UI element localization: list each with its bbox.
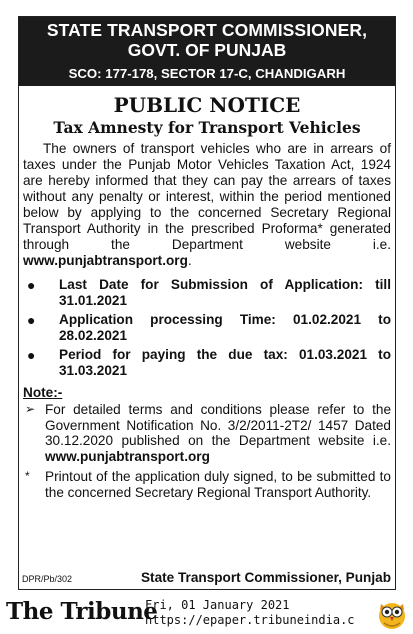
notice-footer — [19, 567, 395, 585]
notice-title: PUBLIC NOTICE — [113, 93, 301, 117]
notice-header — [19, 17, 395, 86]
edition-date: Fri, 01 January 2021 — [145, 598, 290, 612]
header-address: SCO: 177-178, SECTOR 17-C, CHANDIGARH — [68, 66, 346, 81]
notice-subtitle: Tax Amnesty for Transport Vehicles — [53, 118, 361, 137]
header-line-2: GOVT. OF PUNJAB — [127, 40, 287, 60]
body-end: . — [187, 253, 192, 268]
notes-list — [19, 402, 395, 500]
header-line-1: STATE TRANSPORT COMMISSIONER, — [46, 20, 368, 40]
body-text: The owners of transport vehicles who are in arrears of taxes under the Punjab Motor Vehicles Taxation Act, 1924 are hereby informed that they can pay the arrears of taxes without any penalty or interest, within the period mentioned below by applying to the concerned Secretary Regional Transport Authority in the prescribed Proforma* generated through the Department website i.e. — [23, 141, 391, 252]
bullet-icon: ● — [27, 347, 36, 363]
tribune-logo: The Tribune — [6, 598, 158, 625]
epaper-bar — [0, 592, 413, 634]
signature: State Transport Commissioner, Punjab — [140, 570, 391, 585]
note-2-text: Printout of the application duly signed, to be submitted to the concerned Secretary Regional Transport Authority. — [45, 469, 391, 500]
note-1-text: For detailed terms and conditions please refer to the Government Notification No. 3/2/2011-2T2/ 1457 Dated 30.12.2020 published on the Department website i.e. — [45, 402, 391, 448]
notice-body — [19, 137, 395, 269]
dates-list — [19, 277, 395, 379]
list-item — [25, 312, 391, 344]
list-item — [25, 277, 391, 309]
list-item — [23, 402, 391, 464]
body-website-link[interactable]: www.punjabtransport.org — [23, 253, 188, 268]
note-website-link[interactable]: www.punjabtransport.org — [45, 448, 210, 464]
asterisk-marker: * — [25, 469, 30, 483]
bullet-text: Application processing Time: 01.02.2021 to 28.02.2021 — [59, 312, 391, 343]
bullet-text: Period for paying the due tax: 01.03.2021 to 31.03.2021 — [59, 347, 391, 378]
bullet-icon: ● — [27, 277, 36, 293]
bullet-text: Last Date for Submission of Application: till 31.01.2021 — [59, 277, 391, 308]
epaper-url[interactable]: https://epaper.tribuneindia.c — [145, 613, 355, 627]
note-title: Note:- — [23, 385, 63, 400]
owl-icon — [376, 596, 408, 630]
list-item — [25, 347, 391, 379]
dpr-code: DPR/Pb/302 — [22, 574, 73, 584]
list-item — [23, 469, 391, 500]
bullet-icon: ● — [27, 312, 36, 328]
note-text — [45, 402, 391, 464]
arrow-bullet-icon: ➢ — [25, 402, 36, 416]
public-notice — [18, 16, 396, 590]
